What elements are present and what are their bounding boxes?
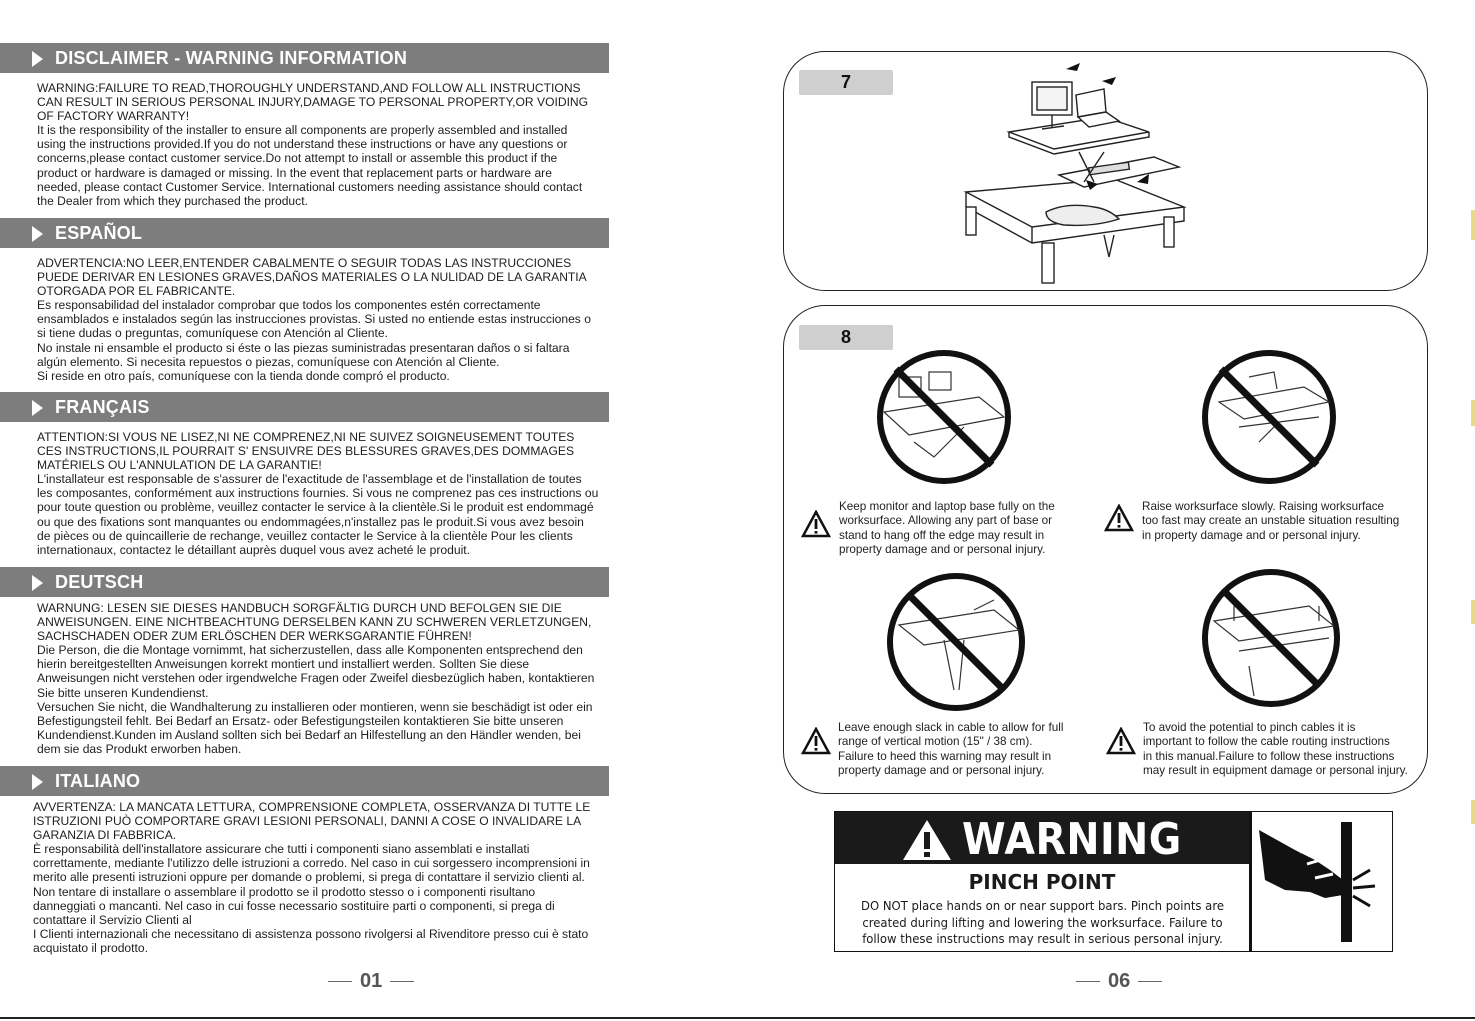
text-line: Befestigungsteil fehlt. Bei Bedarf an Ersatz- oder Befestigungsteilen kontaktieren Sie bitte unseren — [37, 713, 564, 728]
text-line: It is the responsibility of the installer to ensure all components are properly assembled and installed — [37, 123, 568, 138]
section-title: FRANÇAIS — [55, 397, 150, 417]
section-title: ITALIANO — [55, 771, 141, 791]
section-body-italiano — [33, 800, 609, 955]
text-line: I Clienti internazionali che necessitano di assistenza possono rivolgersi al Rivenditore presso cui è stato — [33, 926, 589, 941]
warning-body — [857, 898, 1228, 948]
text-line: Sie bitte unseren Kundendienst. — [37, 685, 209, 700]
caution-triangle-icon — [1104, 504, 1134, 532]
dash-decoration — [328, 981, 352, 983]
section-header-italiano — [0, 766, 609, 796]
text-line: les composantes, conformément aux instructions fournies. Si vous ne comprenez pas ces instructions ou — [37, 486, 599, 501]
caution-line: too fast may create an unstable situation resulting — [1142, 514, 1400, 528]
text-line: ADVERTENCIA:NO LEER,ENTENDER CABALMENTE O SEGUIR TODAS LAS INSTRUCCIONES — [37, 256, 572, 270]
text-line: Kundendienst.Kunden im Ausland sollten sich bei Bedarf an Hilfestellung an den Händler wenden, bei — [37, 727, 581, 742]
text-line: merito alle presenti istruzioni oppure per domande o problemi, si prega di contattare il servizio clienti al. — [33, 870, 585, 885]
caution-line: Failure to heed this warning may result in — [838, 749, 1052, 763]
text-line: È responsabilità dell'installatore assicurare che tutti i componenti siano assemblati e installati — [33, 842, 530, 857]
step-7-tag: 7 — [799, 70, 893, 95]
section-body-deutsch — [37, 601, 609, 756]
text-line: Si reside en otro país, comuníquese con la tienda donde compró el producto. — [37, 368, 450, 383]
text-line: acquistato il prodotto. — [33, 940, 148, 955]
caution-line: Leave enough slack in cable to allow for full — [838, 721, 1064, 734]
warning-header — [835, 812, 1249, 864]
text-line: the Dealer from which they purchased the product. — [37, 193, 308, 208]
triangle-bullet-icon — [32, 51, 43, 67]
text-line: CES INSTRUCTIONS,IL POURRAIT S' ENSUIVRE DES BLESSURES GRAVES,DES DOMMAGES — [37, 444, 575, 459]
text-line: internationaux, contactez le détaillant auprès duquel vous avez acheté le produit. — [37, 542, 470, 557]
edge-tab-mark — [1471, 210, 1475, 240]
text-line: OF FACTORY WARRANTY! — [37, 109, 190, 124]
edge-tab-mark — [1471, 400, 1475, 426]
section-header-espanol — [0, 218, 609, 248]
text-line: ou que des fixations sont manquantes ou endommagées,n'installez pas le produit.Si vous avez besoin — [37, 514, 584, 529]
edge-tab-mark — [1471, 800, 1475, 824]
caution-line: property damage and or personal injury. — [839, 542, 1046, 556]
caution-line: stand to hang off the edge may result in — [839, 528, 1045, 542]
text-line: using the instructions provided.If you do not understand these instructions or have any questions or — [37, 137, 568, 152]
text-line: PUEDE DERIVAR EN LESIONES GRAVES,DAÑOS MATERIALES O LA NULIDAD DE LA GARANTIA — [37, 270, 587, 285]
text-line: AVVERTENZA: LA MANCATA LETTURA, COMPRENSIONE COMPLETA, OSSERVANZA DI TUTTE LE — [33, 800, 591, 814]
triangle-bullet-icon — [32, 774, 43, 790]
text-line: MATÉRIELS OU L'ANNULATION DE LA GARANTIE! — [37, 458, 322, 473]
section-body-espanol — [37, 256, 609, 383]
caution-line: Raise worksurface slowly. Raising worksurface — [1142, 500, 1385, 513]
caution-line: To avoid the potential to pinch cables it is — [1143, 721, 1356, 734]
pinch-cable-prohibition-icon — [1199, 566, 1343, 710]
warning-line: follow these instructions may result in serious personal injury. — [862, 931, 1223, 946]
caution-line: range of vertical motion (15" / 38 cm). — [838, 735, 1033, 749]
caution-triangle-icon — [801, 510, 831, 538]
page-number-text: 01 — [360, 970, 383, 992]
text-line: pour toute question ou problème, veuillez contacter le service à la clientèle.Si le produit est endommagé — [37, 500, 594, 515]
caution-text-overhang — [839, 500, 1084, 557]
section-body-francais — [37, 430, 609, 557]
caution-text-raise-slowly — [1142, 500, 1417, 543]
text-line: Non tentare di installare o assemblare il prodotto se il prodotto stesso o i componenti risultano — [33, 884, 536, 899]
caution-text-cable-slack — [838, 721, 1088, 778]
section-header-francais — [0, 392, 609, 422]
warning-triangle-icon — [901, 818, 953, 862]
text-line: product or hardware is damaged or missing. In the event that replacement parts or hardware are — [37, 165, 552, 180]
text-line: OTORGADA POR EL FABRICANTE. — [37, 284, 236, 299]
text-line: No instale ni ensamble el producto si éste o las piezas suministradas presentaran daños o si faltara — [37, 340, 570, 355]
warning-subheading: PINCH POINT — [968, 870, 1116, 894]
text-line: WARNUNG: LESEN SIE DIESES HANDBUCH SORGFÄLTIG DURCH UND BEFOLGEN SIE DIE — [37, 601, 562, 615]
triangle-bullet-icon — [32, 226, 43, 242]
section-title: DEUTSCH — [55, 572, 144, 592]
raise-slowly-prohibition-icon — [1199, 347, 1339, 487]
triangle-bullet-icon — [32, 400, 43, 416]
text-line: de pièces ou de quincaillerie de rechange, veuillez contacter le Service à la clientèle Pour les clients — [37, 528, 573, 543]
text-line: GARANZIA DI FABBRICA. — [33, 828, 177, 843]
cable-slack-prohibition-icon — [884, 570, 1028, 714]
no-overhang-prohibition-icon — [874, 347, 1014, 487]
section-header-deutsch — [0, 567, 609, 597]
page-number-text: 06 — [1108, 970, 1131, 992]
step-7-panel — [783, 51, 1428, 291]
text-line: CAN RESULT IN SERIOUS PERSONAL INJURY,DAMAGE TO PERSONAL PROPERTY,OR VOIDING — [37, 95, 589, 110]
text-line: ISTRUZIONI PUÒ COMPORTARE GRAVI LESIONI PERSONALI, DANNI A COSE O INVALIDARE LA — [33, 814, 582, 829]
text-line: Es responsabilidad del instalador comprobar que todos los componentes estén correctamente — [37, 298, 541, 313]
text-line: dem sie das Produkt erworben haben. — [37, 741, 242, 756]
caution-text-pinch-cables — [1143, 721, 1421, 778]
text-line: ATTENTION:SI VOUS NE LISEZ,NI NE COMPRENEZ,NI NE SUIVEZ SOIGNEUSEMENT TOUTES — [37, 430, 575, 444]
section-title: DISCLAIMER - WARNING INFORMATION — [55, 48, 408, 68]
text-line: danneggiati o mancanti. Nel caso in cui fosse necessario sostituire parti o componenti, si prega di — [33, 898, 555, 913]
text-line: ensamblados e instalados según las instrucciones provistas. Si usted no entiende estas instrucciones o — [37, 312, 591, 327]
label-divider — [1249, 812, 1252, 951]
text-line: Versuchen Sie nicht, die Wandhalterung zu installieren oder montieren, wenn sie beschädigt ist oder ein — [37, 699, 593, 714]
text-line: WARNING:FAILURE TO READ,THOROUGHLY UNDERSTAND,AND FOLLOW ALL INSTRUCTIONS — [37, 81, 581, 95]
caution-line: in property damage and or personal injury. — [1142, 528, 1361, 542]
dash-decoration — [1076, 981, 1100, 983]
section-header-disclaimer — [0, 43, 609, 73]
caution-triangle-icon — [1106, 727, 1136, 755]
warning-heading: WARNING — [962, 814, 1182, 865]
warning-line: created during lifting and lowering the worksurface. Failure to — [862, 914, 1223, 930]
page-number-left — [320, 970, 422, 993]
page-number-right — [1068, 970, 1170, 993]
warning-line: DO NOT place hands on or near support bars. Pinch points are — [860, 898, 1225, 913]
step-8-tag: 8 — [799, 325, 893, 350]
caution-line: Keep monitor and laptop base fully on the — [839, 500, 1055, 513]
text-line: algún elemento. Si necesita repuestos o piezas, comuníquese con Atención al Cliente. — [37, 354, 500, 369]
caution-triangle-icon — [801, 727, 831, 755]
text-line: ANWEISUNGEN. EINE NICHTBEACHTUNG DERSELBEN KANN ZU SCHWEREN VERLETZUNGEN, — [37, 615, 592, 630]
text-line: contattare il Servizio Clienti al — [33, 912, 192, 927]
dash-decoration — [390, 981, 414, 983]
text-line: SACHSCHADEN ODER ZUM ERLÖSCHEN DER WERKSGARANTIE FÜHREN! — [37, 629, 472, 644]
desk-converter-illustration — [954, 57, 1214, 287]
triangle-bullet-icon — [32, 575, 43, 591]
caution-line: worksurface. Allowing any part of base or — [839, 514, 1053, 528]
text-line: si tiene dudas o preguntas, comuníquese con Atención al Cliente. — [37, 326, 388, 341]
text-line: Die Person, die die Montage vornimmt, hat sicherzustellen, dass alle Komponenten entsprechend den — [37, 643, 583, 658]
text-line: concerns,please contact customer service.Do not attempt to install or assemble this product if the — [37, 151, 558, 166]
caution-line: important to follow the cable routing instructions — [1143, 735, 1390, 749]
section-title: ESPAÑOL — [55, 223, 143, 243]
text-line: hierin bereitgestellten Anweisungen korrekt montiert und installiert werden. Sollten Sie diese — [37, 657, 530, 672]
section-body-disclaimer — [37, 81, 609, 208]
pinch-point-warning-label — [834, 811, 1393, 952]
bottom-rule — [0, 1017, 1475, 1019]
text-line: correttamente, mediante l'utilizzo delle istruzioni a corredo. Nel caso in cui sorgessero incomprensioni in — [33, 856, 590, 871]
caution-line: property damage and or personal injury. — [838, 763, 1045, 777]
caution-line: may result in equipment damage or personal injury. — [1143, 763, 1408, 777]
edge-tab-mark — [1471, 600, 1475, 624]
text-line: Anweisungen nicht verstehen oder irgendwelche Fragen oder Zweifel diesbezüglich haben, kontaktieren — [37, 671, 595, 686]
caution-line: in this manual.Failure to follow these instructions — [1143, 749, 1395, 763]
text-line: needed, please contact Customer Service. International customers needing assistance should contact — [37, 179, 583, 194]
text-line: L'installateur est responsable de s'assurer de l'exactitude de l'assemblage et de l'installation de toutes — [37, 472, 582, 487]
hand-pinch-icon — [1255, 820, 1387, 944]
dash-decoration — [1138, 981, 1162, 983]
